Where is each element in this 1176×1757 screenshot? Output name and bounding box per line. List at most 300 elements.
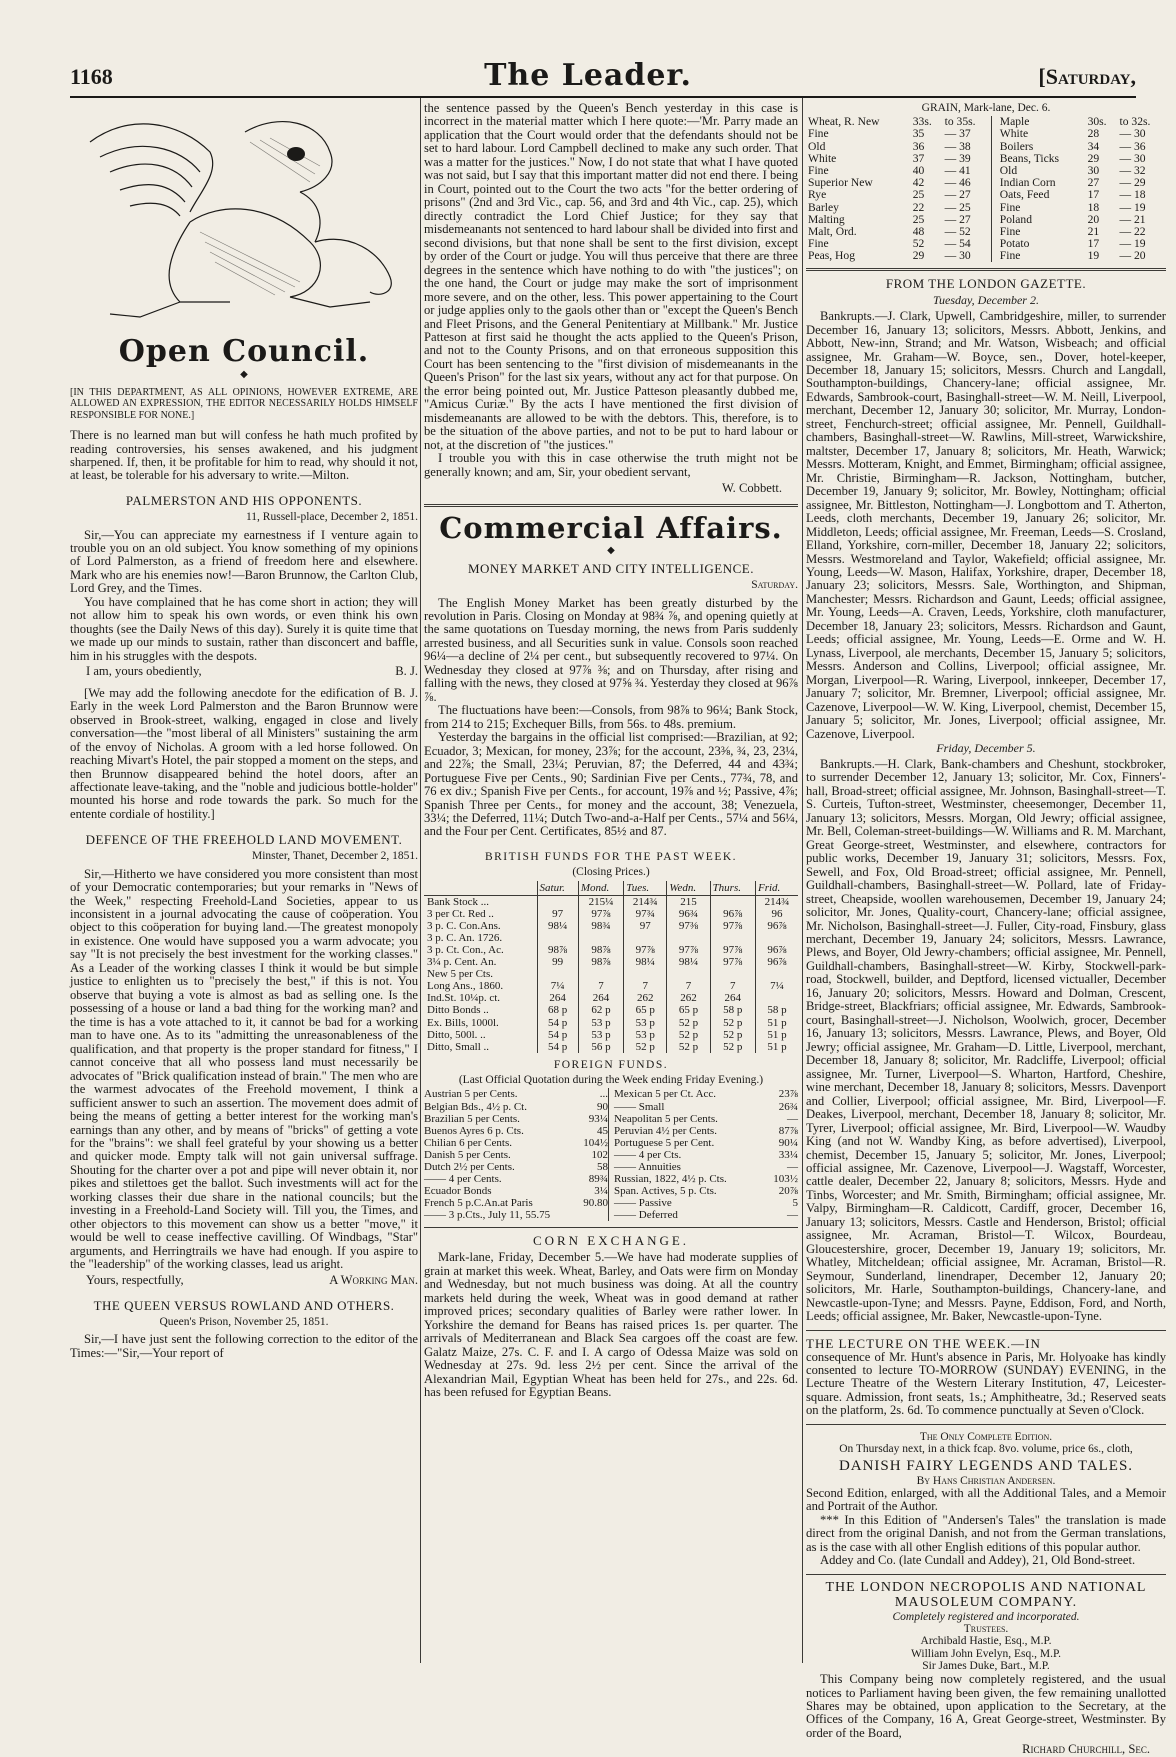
foreign-fund-price: — [787, 1209, 798, 1222]
fund-price: 99 [537, 956, 578, 968]
fund-price [710, 895, 755, 908]
day-label: [Saturday, [1038, 64, 1136, 89]
fund-price: 96⅞ [755, 956, 798, 968]
fund-price: 54 p [537, 1029, 578, 1041]
funds-row [424, 1004, 798, 1016]
fund-price: 7¼ [755, 980, 798, 992]
grain-cell: 17 [1087, 237, 1100, 251]
funds-row [424, 908, 798, 920]
fund-price: 56 p [578, 1041, 623, 1053]
fund-price: 7 [710, 980, 755, 992]
grain-cell: — 36 [1119, 139, 1146, 153]
grain-heading: GRAIN, Mark-lane, Dec. 6. [921, 102, 1051, 114]
funds-row [424, 980, 798, 992]
fund-price [667, 968, 710, 980]
fund-price: 264 [537, 992, 578, 1004]
fund-name: Long Ans., 1860. [427, 980, 504, 993]
funds-column-header: Tues. [624, 881, 667, 896]
fund-price: 62 p [578, 1004, 623, 1016]
funds-row [424, 956, 798, 968]
grain-cell: 25 [912, 188, 925, 202]
foreign-funds-left [424, 1088, 608, 1221]
grain-cell: Superior New [808, 176, 873, 190]
fund-price: 97⅞ [667, 944, 710, 956]
fund-price: 7 [578, 980, 623, 992]
fund-price: 7 [667, 980, 710, 992]
foreign-fund-price: 90¼ [778, 1136, 798, 1149]
foreign-fund-row [424, 1161, 608, 1173]
fund-price: 264 [578, 992, 623, 1004]
foreign-fund-price: 26¾ [778, 1100, 798, 1113]
grain-cell: Peas, Hog [808, 249, 856, 263]
fund-name: 3 p. C. Con.Ans. [427, 919, 501, 932]
foreign-fund-row [424, 1149, 608, 1161]
foreign-fund-price: — [787, 1161, 798, 1173]
grain-cell: 20 [1087, 212, 1100, 226]
divider [806, 268, 1166, 271]
fund-name: 3¼ p. Cent. An. [427, 956, 497, 969]
foreign-fund-price: 45 [597, 1124, 608, 1137]
grain-row [806, 214, 1166, 226]
column-gazette [806, 102, 1166, 1757]
grain-cell: — 39 [944, 151, 971, 165]
divider [806, 1574, 1166, 1575]
fund-price: 53 p [624, 1017, 667, 1029]
foreign-heading: FOREIGN FUNDS. [553, 1058, 669, 1071]
fund-price: 96¾ [667, 908, 710, 920]
grain-cell: White [808, 151, 837, 165]
letter-paragraph: Sir,—You can appreciate my earnestness if I venture again to trouble you on an old subject. You know something of my opinions of Lord Palmerston, as a friend of freedom here and elsewhere. Mark who are his enemies now!—Baron Brunnow, the Carlton Club, Lord Grey, and the Times. [70, 527, 418, 596]
fund-price: 58 p [755, 1004, 798, 1016]
column-rule [802, 98, 803, 1663]
foreign-fund-price: 23⅞ [778, 1088, 798, 1101]
grain-row [806, 153, 1166, 165]
fund-price: 52 p [710, 1041, 755, 1053]
lecture-heading: THE LECTURE ON THE WEEK.—IN [806, 1335, 1041, 1351]
griffin-illustration [70, 102, 418, 332]
fund-price [624, 968, 667, 980]
necropolis-subtitle: Completely registered and incorporated. [892, 1610, 1080, 1623]
grain-row [806, 177, 1166, 189]
grain-row [806, 238, 1166, 250]
letter-signature [86, 1274, 418, 1287]
foreign-fund-name: Peruvian 4½ per Cents. [614, 1124, 717, 1137]
grain-cell: — 30 [1119, 151, 1146, 165]
section-title-open-council: Open Council. [118, 334, 370, 369]
foreign-fund-price: 104½ [583, 1136, 608, 1149]
grain-cell: — 20 [1119, 249, 1146, 263]
grain-cell: 40 [912, 163, 925, 177]
fund-price: 96⅞ [755, 920, 798, 932]
fund-name: New 5 per Cts. [427, 968, 493, 981]
funds-row [424, 1017, 798, 1029]
foreign-fund-name: —— 4 per Cents. [424, 1173, 502, 1186]
grain-cell: White [999, 127, 1029, 141]
fund-name: Bank Stock ... [427, 895, 490, 908]
gazette-paragraph: Bankrupts.—J. Clark, Upwell, Cambridgeshire, miller, to surrender December 16, January 13; solicitors, Messrs. Abbott, Jenkins, and Abbott, New-inn, Strand; and Mr. Watson, Wisbeach; and official assignee, Mr. Graham—W. Boyce, sen., Dover, hotel-keeper, December 18, January 15; solicitors, Messrs. Church and Langdall, Southampton-buildings, Chancery-lane; official assignee, Mr. Edwards, Sambrook-court, Basinghall-street—W. M. Neill, Liverpool, merchant, December 12, January 30; solicitor, Mr. Murray, London-street, Fenchurch-street; official assignee, Mr. Pennell, Guildhall-chambers, Basinghall-street—W. Rawlins, Mill-street, Warwickshire, maltster, December 17, January 8; solicitors, Mr. Heath, Warwick; Messrs. Motteram, Knight, and Emmet, Birmingham; official assignee, Mr. Christie, Birmingham—R. Jackson, Nottingham, butcher, December 19, January 9; solicitor, Mr. Bowley, Nottingham; official assignee, Mr. Bittleston, Nottingham—J. Longbottom and T. Atherton, Leeds, cloth merchants, December 19, January 26; solicitor, Mr. Middleton, Leeds; official assignee, Mr. Freeman, Leeds—S. Crosland, Elland, Yorkshire, corn-miller, December 18, January 22; solicitors, Messrs. Westmoreland and Taylor, Wakefield; official assignee, Mr. Young, Leeds—W. Mason, Halifax, Yorkshire, draper, December 18, January 23; solicitors, Messrs. Sale, Worthington, and Shipman, Manchester; Messrs. Richardson and Gaunt, Leeds; official assignee, Mr. Young, Leeds—A. Craven, Leeds, Yorkshire, cloth manufacturer, December 18, January 23; solicitors, Messrs. Richardson and Gaunt, Leeds; official assignee, Mr. Young, Leeds—E. Orme and W. H. Lynass, Liverpool, ale merchants, December 15, January 5; solicitors, Messrs. Anderson and Collins, Liverpool; official assignee, Mr. Morgan, Liverpool—R. Waring, Liverpool, innkeeper, December 17, January 7; solicitor, Mr. Bremner, Liverpool; official assignee, Mr. Cazenove, Liverpool—W. W. King, Liverpool, chemist, December 15, January 5; solicitor, Mr. Jones, Liverpool; official assignee, Mr. Cazenove, Liverpool. [806, 309, 1166, 741]
fund-name: 3 p. C. An. 1726. [427, 931, 503, 944]
foreign-fund-row [424, 1209, 608, 1221]
grain-cell: Indian Corn [999, 176, 1056, 190]
header-rule [70, 96, 1136, 98]
grain-cell: Poland [999, 212, 1032, 226]
foreign-fund-price: 87⅞ [778, 1124, 798, 1137]
funds-heading: BRITISH FUNDS FOR THE PAST WEEK. [484, 850, 738, 863]
grain-cell: 22 [912, 200, 925, 214]
grain-cell: — 37 [944, 127, 971, 141]
grain-cell: Boilers [999, 139, 1034, 153]
foreign-fund-price: 5 [792, 1197, 798, 1210]
letter-paragraph: I trouble you with this in case otherwise the truth might not be generally known; and am, Sir, your obedient servant, [424, 451, 798, 479]
fund-name: Ind.St. 10¼p. ct. [427, 992, 501, 1005]
grain-cell: 17 [1087, 188, 1100, 202]
fund-price: 52 p [667, 1041, 710, 1053]
foreign-fund-row [614, 1149, 798, 1161]
foreign-fund-price: 58 [597, 1161, 608, 1173]
fund-price [537, 968, 578, 980]
funds-row [424, 932, 798, 944]
edition-heading: The Only Complete Edition. [919, 1430, 1053, 1443]
grain-row [806, 141, 1166, 153]
foreign-fund-row [614, 1209, 798, 1221]
danish-publisher: Addey and Co. (late Cundall and Addey), 21, Old Bond-street. [820, 1553, 1136, 1568]
grain-cell: — 41 [944, 163, 971, 177]
grain-row [806, 128, 1166, 140]
grain-cell: Maple [999, 115, 1030, 129]
foreign-fund-row [424, 1197, 608, 1209]
grain-cell: — 52 [944, 224, 971, 238]
foreign-fund-name: Span. Actives, 5 p. Cts. [614, 1185, 717, 1198]
fund-name: 3 per Ct. Red .. [427, 907, 494, 920]
fund-name: Ditto, 500l. .. [427, 1028, 486, 1041]
foreign-fund-name: —— 3 p.Cts., July 11, 55.75 [424, 1209, 551, 1222]
fund-price: 97¾ [624, 908, 667, 920]
foreign-fund-name: —— Annuities [614, 1161, 681, 1173]
fund-price: 97⅞ [578, 908, 623, 920]
fund-price: 214¾ [624, 895, 667, 908]
grain-cell: to 32s. [1119, 115, 1151, 129]
funds-row [424, 992, 798, 1004]
fund-price [667, 932, 710, 944]
foreign-fund-name: Mexican 5 per Ct. Acc. [614, 1088, 717, 1101]
fund-price: 52 p [710, 1017, 755, 1029]
fund-price: 68 p [537, 1004, 578, 1016]
gazette-date: Tuesday, December 2. [933, 293, 1039, 308]
grain-cell: 29 [912, 249, 925, 263]
foreign-fund-price: 89¾ [588, 1173, 608, 1186]
grain-cell: Rye [808, 188, 827, 202]
grain-row [806, 116, 1166, 128]
foreign-subheading: (Last Official Quotation during the Week ending Friday Evening.) [458, 1074, 764, 1087]
danish-paragraph: *** In this Edition of "Andersen's Tales" the translation is made direct from the original Danish, and not from the German translations, as is the case with all other English editions of this popular author. [806, 1512, 1166, 1554]
fund-price: 97⅜ [667, 920, 710, 932]
funds-column-header [424, 881, 537, 896]
foreign-fund-row [614, 1197, 798, 1209]
divider [806, 1424, 1166, 1425]
funds-subheading: (Closing Prices.) [572, 866, 650, 879]
fund-price: 262 [624, 992, 667, 1004]
grain-cell: 36 [912, 139, 925, 153]
fund-price: 51 p [755, 1029, 798, 1041]
grain-cell: — 29 [1119, 176, 1146, 190]
grain-cell: Oats, Feed [999, 188, 1050, 202]
fund-price: 97⅞ [710, 956, 755, 968]
fund-price: 65 p [624, 1004, 667, 1016]
grain-cell: Potato [999, 237, 1030, 251]
money-paragraph: The English Money Market has been greatly disturbed by the revolution in Paris. Closing on Monday at 98¾ ⅞, and opening quietly at the same quotations on Tuesday morning, the news from Paris suddenly arrested business, and all Securities sunk in value. Consols soon reached 96¼—a decline of 2¼ per cent., but subsequently recovered to 97¼. On Wednesday they closed at 97⅞ ⅜; and on Thursday, after rising and falling with the news, they closed at 97⅝ ¾. Yesterday they closed at 96⅞ ⅞. [424, 595, 798, 704]
fund-price: 52 p [710, 1029, 755, 1041]
fund-name: 3 p. Ct. Con., Ac. [427, 944, 504, 956]
fund-price: 98¾ [578, 920, 623, 932]
foreign-fund-price: 3¼ [594, 1185, 608, 1198]
foreign-fund-name: Chilian 6 per Cents. [424, 1136, 512, 1149]
letter-dateline: 11, Russell-place, December 2, 1851. [245, 511, 418, 524]
grain-cell: 37 [912, 151, 925, 165]
disclaimer: [IN THIS DEPARTMENT, AS ALL OPINIONS, HOWEVER EXTREME, ARE ALLOWED AN EXPRESSION, THE EDITOR NECESSARILY HOLDS HIMSELF RESPONSIBLE FOR NONE.] [70, 386, 418, 421]
grain-cell: 27 [1087, 176, 1100, 190]
grain-row [806, 250, 1166, 262]
fund-price: 54 p [537, 1041, 578, 1053]
fund-price [755, 992, 798, 1004]
ornament: ◆ [240, 369, 248, 381]
letter-paragraph: Sir,—Hitherto we have considered you more consistent than most of your Democratic contemporaries; but your remarks in "News of the Week," respecting Freehold-Land Societies, appear to us inconsistent in a journal advocating the cause of coöperation. You object to this coöperation for buying land.—The greatest monopoly in existence. One would have supposed you a warm advocate; you say "It is not precisely the best investment for the working classes." As a Leader of the working classes I think it would be but simple justice to enlighten us to "precisely the best," if this is not. You observe that buying a vote is almost as bad as selling one. Is the possessing of a house or land a bad thing for the working man? and the time is has a vote attached to it, it cannot be bad for a working man to have one. As to its "admitting the unreasonableness of the qualification, and that property is the proper standard for fitness," I cannot conceive that all who possess land must necessarily be advocates of "Brick qualification instead of brain." The men who are the warmest advocates of the Freehold movement, I think a sufficient answer to such an assertion. The movement does admit of being the means of getting a better interest for the working man's earnings than any other, and by means of "bricks" of getting a vote for the "brains": we shall feel grateful by your showing us a better and quicker mode. Empty talk will not gain universal suffrage. Shouting for the charter over a pot and pipe will never obtain it, nor pikes and stilettoes get the ballot. Such investments will act for the working classes their due share in the national councils; but the investing in a Freehold-Land Society will. Till you, the Times, and other objectors to this movement can show us a better "move," it would be well to cease ineffective cavilling. Of Windbags, "Star" arguments, and Herringtrails we have had enough. If you aspire to the "leadership" of the working classes, lead us aright. [70, 866, 418, 1272]
trustee-name: Sir James Duke, Bart., M.P. [922, 1660, 1050, 1673]
grain-cell: Fine [808, 163, 829, 177]
foreign-fund-row [614, 1137, 798, 1149]
grain-cell: 18 [1087, 200, 1100, 214]
danish-title: DANISH FAIRY LEGENDS AND TALES. [838, 1458, 1134, 1475]
foreign-fund-name: Belgian Bds., 4½ p. Ct. [424, 1100, 527, 1113]
fund-price: 98⅞ [537, 944, 578, 956]
fund-price [624, 932, 667, 944]
necropolis-trustees: Trustees. [963, 1622, 1009, 1635]
grain-cell: — 21 [1119, 212, 1146, 226]
fund-price: 65 p [667, 1004, 710, 1016]
grain-cell: — 19 [1119, 237, 1146, 251]
fund-price: 53 p [624, 1029, 667, 1041]
lecture-paragraph: consequence of Mr. Hunt's absence in Paris, Mr. Holyoake has kindly consented to lecture TO-MORROW (SUNDAY) EVENING, in the Lecture Theatre of the Western Literary Institution, 47, Leicester-square. Admission, front seats, 1s.; Amphitheatre, 3d.; Reserved seats on the platform, 2s. 6d. To commence punctually at Seven o'Clock. [806, 1349, 1166, 1418]
fund-price [710, 932, 755, 944]
letter-paragraph: Sir,—I have just sent the following correction to the editor of the Times:—"Sir,—Your report of [70, 1332, 418, 1360]
fund-price: 97 [624, 920, 667, 932]
grain-cell: — 32 [1119, 163, 1146, 177]
fund-price [710, 968, 755, 980]
foreign-fund-price: ... [599, 1088, 608, 1101]
letter-heading: PALMERSTON AND HIS OPPONENTS. [125, 493, 363, 509]
funds-column-header: Satur. [537, 881, 578, 896]
grain-row [806, 226, 1166, 238]
foreign-fund-row [614, 1113, 798, 1125]
column-commercial [424, 102, 798, 1657]
fund-price [537, 895, 578, 908]
funds-row [424, 1029, 798, 1041]
grain-row [806, 202, 1166, 214]
grain-prices-table [806, 116, 1166, 262]
foreign-fund-price: 33¼ [778, 1148, 798, 1161]
masthead: The Leader. [484, 58, 692, 93]
grain-cell: Barley [808, 200, 839, 214]
money-paragraph: Yesterday the bargains in the official list comprised:—Brazilian, at 92; Ecuador, 3; Mexican, for money, 23⅞; for the account, 23⅜, ¾, 23, 23¼, and 22⅞; the Small, 23¼; Peruvian, 87; the Deferred, 44 and 43¾; Portuguese Five per Cents., 90; Sardinian Five per Cents., 77¾, 78, and 76 ex div.; Spanish Five per Cents., for account, 19⅞ and ½; Passive, 4⅞; Spanish Three per Cents., for money and the account, 38; Venezuela, 33¼; the Deferred, 11¼; Dutch Two-and-a-Half per Cents., 57¼ and 56¼, and the Four per Cent. Certificates, 85½ and 87. [424, 730, 798, 839]
foreign-fund-row [614, 1101, 798, 1113]
fund-price: 96 [755, 908, 798, 920]
fund-price: 52 p [624, 1041, 667, 1053]
foreign-fund-name: Brazilian 5 per Cents. [424, 1112, 520, 1125]
gazette-heading: FROM THE LONDON GAZETTE. [885, 276, 1087, 292]
grain-cell: 42 [912, 176, 925, 190]
edition-line: On Thursday next, in a thick fcap. 8vo. volume, price 6s., cloth, [839, 1443, 1133, 1456]
fund-price: 98⅞ [578, 944, 623, 956]
grain-cell: — 22 [1119, 224, 1146, 238]
foreign-fund-name: Ecuador Bonds [424, 1185, 492, 1198]
fund-price: 214¾ [755, 895, 798, 908]
fund-price [755, 968, 798, 980]
gazette-date: Friday, December 5. [936, 741, 1036, 756]
fund-price: 215 [667, 895, 710, 908]
grain-cell: 19 [1087, 249, 1100, 263]
letter-dateline: Queen's Prison, November 25, 1851. [159, 1316, 329, 1329]
foreign-fund-row [614, 1185, 798, 1197]
letter-close: I am, yours obediently, [86, 664, 202, 679]
fund-price: 53 p [578, 1029, 623, 1041]
grain-cell: 52 [912, 237, 925, 251]
corn-heading: CORN EXCHANGE. [532, 1233, 690, 1249]
grain-cell: Old [808, 139, 826, 153]
fund-price: 54 p [537, 1017, 578, 1029]
corn-paragraph: Mark-lane, Friday, December 5.—We have had moderate supplies of grain at market this week. Wheat, Barley, and Oats were firm on Monday and Wednesday, but not much business was doing. At all the country markets held during the week, Wheat was in good demand at rather improved prices; secondary qualities of Barley were rather lower. In Yorkshire the demand for Beans has raised prices 1s. per quarter. The arrivals of Mediterranean and Black Sea cargoes off the coast are few. Galatz Maize, 27s. C. F. and I. A cargo of Odessa Maize was sold on Wednesday at 27s. 9d. less 2½ per cent. Since the arrival of the Alexandrian Mail, Egyptian Wheat has been held for 27s., and 22s. 6d. has been refused for Egyptian Beans. [424, 1250, 798, 1400]
grain-cell: Fine [808, 237, 829, 251]
funds-column-header: Thurs. [710, 881, 755, 896]
grain-cell: — 54 [944, 237, 971, 251]
fund-price: 97 [537, 908, 578, 920]
grain-cell: 21 [1087, 224, 1100, 238]
fund-price: 52 p [667, 1017, 710, 1029]
necropolis-signature: Richard Churchill, Sec. [1022, 1742, 1150, 1757]
grain-cell: — 27 [944, 188, 971, 202]
fund-name: Ditto, Small .. [427, 1040, 490, 1053]
foreign-fund-name: Austrian 5 per Cents. [424, 1088, 518, 1101]
column-rule [420, 98, 421, 1663]
foreign-fund-name: Portuguese 5 per Cent. [614, 1136, 715, 1149]
british-funds-table [424, 881, 798, 1053]
letter-signer: W. Cobbett. [721, 481, 782, 496]
ornament: ◆ [607, 544, 615, 556]
grain-cell: 30s. [1087, 115, 1107, 129]
letter-signer: A Working Man. [329, 1272, 418, 1287]
foreign-fund-name: Dutch 2½ per Cents. [424, 1161, 515, 1173]
funds-column-header: Wedn. [667, 881, 710, 896]
fund-price: 51 p [755, 1017, 798, 1029]
foreign-fund-name: —— 4 per Cts. [614, 1148, 682, 1161]
letter-paragraph: You have complained that he has come short in action; they will not allow him to speak his own words, or even think his own thoughts (see the Daily News of this day). Surely it is quite time that we made up our minds to sustain, rather than disconcert and baffle, him in his struggles with the despots. [70, 594, 418, 663]
fund-price: 215¼ [578, 895, 623, 908]
grain-cell: Old [999, 163, 1018, 177]
grain-row [806, 189, 1166, 201]
grain-cell: — 25 [944, 200, 971, 214]
divider [424, 1227, 798, 1228]
fund-name: Ditto Bonds .. [427, 1004, 489, 1017]
necropolis-trustee-list [806, 1635, 1166, 1673]
foreign-fund-price: — [787, 1112, 798, 1125]
divider [806, 1330, 1166, 1331]
divider [424, 504, 798, 507]
fund-price: 97⅞ [710, 944, 755, 956]
funds-row [424, 1041, 798, 1053]
foreign-fund-price: 93¼ [588, 1112, 608, 1125]
fund-name: Ex. Bills, 1000l. [427, 1016, 499, 1029]
foreign-fund-row [614, 1125, 798, 1137]
necropolis-title: THE LONDON NECROPOLIS AND NATIONAL MAUSOLEUM COMPANY. [825, 1579, 1147, 1610]
grain-cell: — 38 [944, 139, 971, 153]
funds-row [424, 920, 798, 932]
foreign-fund-row [424, 1125, 608, 1137]
gazette-paragraph: Bankrupts.—H. Clark, Bank-chambers and Cheshunt, stockbroker, to surrender December 12, January 13; solicitor, Mr. Cox, Finners'-hall, Broad-street; official assignee, Mr. Johnson, Basinghall-street—T. S. Curteis, Tufton-street, Westminster, cheesemonger, December 11, January 13; solicitors, Messrs. Morgan, Old Jewry; official assignee, Mr. Bell, Coleman-street-buildings—W. Williams and R. M. Marchant, Great George-street, Westminster, and elsewhere, contractors for public works, December 19, January 31; solicitors, Messrs. Fox, Sewell, and Fox, Old Broad-street; official assignee, Mr. Pennell, Guildhall-chambers, Basinghall-street—W. Pollard, late of Friday-street, Cheapside, woollen warehousemen, December 19, January 24; solicitor, Mr. Jones, Quality-court, Chancery-lane; official assignee, Mr. Nicholson, Basinghall-street—J. Fuller, City-road, Finsbury, glass merchant, December 19, January 24; solicitors, Messrs. Lawrance, Plews, and Boyer, Old Jewry-chambers; official assignee, Mr. Pennell, Guildhall-chambers, Basinghall-street—W. Kirby, Stockwell-park-road, Stockwell, builder, and Deptford, licensed victualler, December 16, January 20; solicitors, Messrs. Howard and Dolman, Crescent, Bridge-street, Blackfriars; official assignee, Mr. Edwards, Sambrook-court, Basinghall-street—J. Nicholson, Woolwich, grocer, December 16, January 13; solicitors, Messrs. Lawrance, Plews, and Boyer, Old Jewry; official assignee, Mr. Graham—D. Little, Liverpool, merchant, December 18, January 8; solicitor, Mr. Radcliffe, Liverpool; official assignee, Mr. Turner, Liverpool—S. Wharton, Hartford, Cheshire, wine merchant, December 18, January 8; solicitors, Messrs. Davenport and Collier, Liverpool; official assignee, Mr. Bird, Liverpool—F. Deakes, Liverpool, merchant, December 18, January 8; solicitor, Mr. Tyrer, Liverpool; official assignee, Mr. Bird, Liverpool—W. Waudby King (and not W. Wandby King, as before advertised), Liverpool, chemist, December 15, January 5; solicitor, Mr. Jones, Liverpool; official assignee, Mr. Cazenove, Liverpool—J. Wagstaff, Worcester, cattle dealer, December 22, January 8; solicitors, Messrs. Hyde and Tinbs, Worcester; and Mr. Smith, Birmingham; official assignee, Mr. Valpy, Birmingham—R. Caldicott, Cardiff, grocer, December 16, January 13; solicitors, Messrs. Castle and Henderson, Bristol; official assignee, Mr. Acraman, Bristol—T. Wilcox, Bourdeau, Gloucestershire, grocer, December 19, January 19; solicitors, Mr. Whatley, Mitcheldean; official assignee, Mr. Acraman, Bristol—R. Seymour, Sunderland, linendraper, December 12, January 20; solicitors, Mr. Harle, Southampton-buildings, Chancery-lane, and Newcastle-upon-Tyne; and Messrs. Payne, Eddison, Ford, and North, Leeds; official assignee, Mr. Baker, Newcastle-upon-Tyne. [806, 756, 1166, 1324]
grain-cell: 30 [1087, 163, 1100, 177]
fund-price [755, 932, 798, 944]
fund-price: 96⅞ [710, 908, 755, 920]
fund-price: 98¼ [624, 956, 667, 968]
grain-cell: — 19 [1119, 200, 1146, 214]
money-heading: MONEY MARKET AND CITY INTELLIGENCE. [467, 561, 755, 577]
funds-column-header: Mond. [578, 881, 623, 896]
fund-price: 58 p [710, 1004, 755, 1016]
foreign-fund-name: —— Deferred [614, 1209, 678, 1222]
editor-note: [We may add the following anecdote for the edification of B. J. Early in the week Lord Palmerston and the Baron Brunnow were observed in Brook-street, walking, engaged in close and lively conversation—the "most liberal of all Ministers" sustaining the arm of the envoy of Nicholas. A groom with a led horse followed. On reaching Mivart's Hotel, the pair stopped a moment on the steps, and then Brunnow disappeared behind the hotel doors, after an affectionate leave-taking, and the "noble and judicious bottle-holder" mounted his horse and rode towards the park. So much for the entente cordiale of hostility.] [70, 685, 418, 821]
grain-cell: Fine [999, 249, 1021, 263]
foreign-fund-row [424, 1173, 608, 1185]
grain-cell: Fine [808, 127, 829, 141]
grain-cell: — 30 [1119, 127, 1146, 141]
money-paragraph: The fluctuations have been:—Consols, from 98⅞ to 96¼; Bank Stock, from 214 to 215; Exchequer Bills, from 56s. to 48s. premium. [424, 703, 798, 731]
fund-price: 52 p [667, 1029, 710, 1041]
grain-cell: 35 [912, 127, 925, 141]
foreign-fund-name: Danish 5 per Cents. [424, 1148, 511, 1161]
foreign-fund-price: 90 [597, 1100, 608, 1113]
grain-cell: to 35s. [944, 115, 976, 129]
letter-signer: B. J. [395, 664, 418, 679]
grain-cell: 29 [1087, 151, 1100, 165]
funds-row [424, 895, 798, 908]
epigraph: There is no learned man but will confess he hath much profited by reading controversies, his senses awakened, and his judgment sharpened. If, then, it be profitable for him to read, why should it not, at least, be tolerable for his adversary to write.—Milton. [70, 428, 418, 483]
foreign-fund-price: 103½ [773, 1173, 798, 1186]
foreign-fund-name: Buenos Ayres 6 p. Cts. [424, 1124, 524, 1137]
funds-column-header: Frid. [755, 881, 798, 896]
fund-price: 96⅞ [755, 944, 798, 956]
letter-dateline: Minster, Thanet, December 2, 1851. [251, 850, 418, 863]
fund-price [578, 968, 623, 980]
letter-heading: THE QUEEN VERSUS ROWLAND AND OTHERS. [93, 1298, 395, 1314]
foreign-fund-price: 90.80 [583, 1197, 608, 1210]
grain-cell: 28 [1087, 127, 1100, 141]
money-day: Saturday. [751, 579, 798, 592]
foreign-fund-price: 20⅞ [778, 1185, 798, 1198]
column-open-council [70, 102, 418, 1657]
grain-cell: Malting [808, 212, 845, 226]
grain-cell: 33s. [912, 115, 932, 129]
page-header [0, 0, 1176, 93]
fund-price [537, 932, 578, 944]
foreign-fund-price: 102 [591, 1148, 608, 1161]
letter-signature [86, 665, 418, 678]
fund-price: 98¼ [667, 956, 710, 968]
danish-author: By Hans Christian Andersen. [916, 1474, 1056, 1487]
foreign-fund-name: —— Passive [614, 1197, 672, 1210]
fund-price [578, 932, 623, 944]
fund-price: 7 [624, 980, 667, 992]
fund-price: 7¼ [537, 980, 578, 992]
trustee-name: William John Evelyn, Esq., M.P. [911, 1647, 1061, 1660]
grain-cell: — 27 [944, 212, 971, 226]
funds-row [424, 968, 798, 980]
